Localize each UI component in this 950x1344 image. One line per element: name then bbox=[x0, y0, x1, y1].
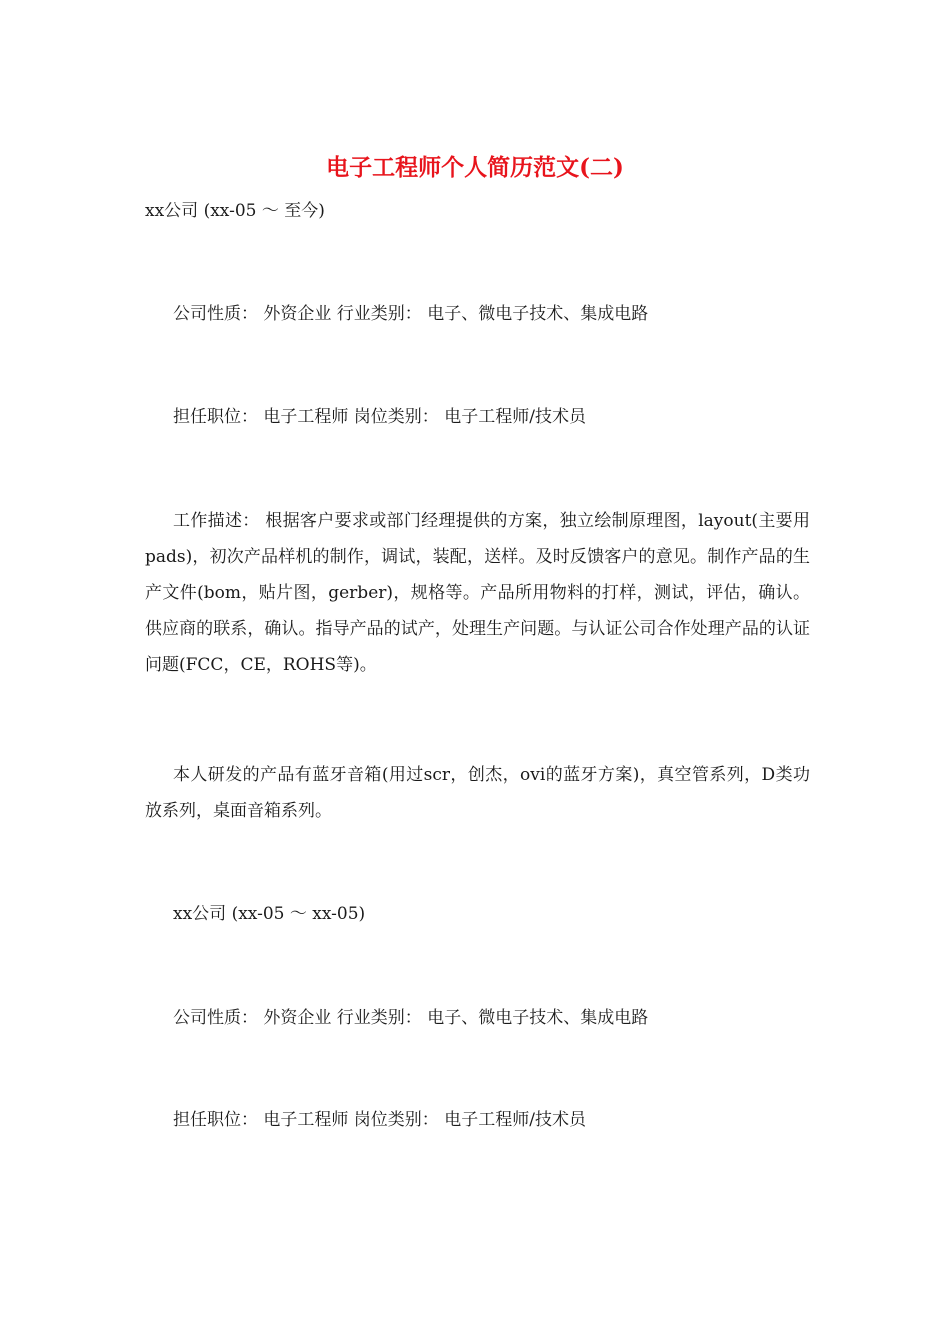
job1-description: 工作描述： 根据客户要求或部门经理提供的方案，独立绘制原理图，layout(主要用pads)，初次产品样机的制作，调试，装配，送样。及时反馈客户的意见。制作产品的生产文件(bom，贴片图，gerber)，规格等。产品所用物料的打样，测试，评估，确认。供应商的联系，确认。指导产品的试产，处理生产问题。与认证公司合作处理产品的认证问题(FCC，CE，ROHS等)。 bbox=[145, 511, 810, 675]
job2-position: 担任职位： 电子工程师 岗位类别： 电子工程师/技术员 bbox=[173, 1110, 586, 1130]
document-title: 电子工程师个人简历范文(二) bbox=[326, 154, 624, 181]
job2-header: xx公司 (xx-05 ～ xx-05) bbox=[173, 904, 366, 924]
job1-header: xx公司 (xx-05 ～ 至今) bbox=[145, 201, 325, 221]
job1-company-info: 公司性质： 外资企业 行业类别： 电子、微电子技术、集成电路 bbox=[173, 304, 649, 324]
job1-products: 本人研发的产品有蓝牙音箱(用过scr，创杰，ovi的蓝牙方案)，真空管系列，D类功放系列，桌面音箱系列。 bbox=[145, 765, 810, 821]
job1-position: 担任职位： 电子工程师 岗位类别： 电子工程师/技术员 bbox=[173, 407, 586, 427]
job2-company-info: 公司性质： 外资企业 行业类别： 电子、微电子技术、集成电路 bbox=[173, 1008, 649, 1028]
